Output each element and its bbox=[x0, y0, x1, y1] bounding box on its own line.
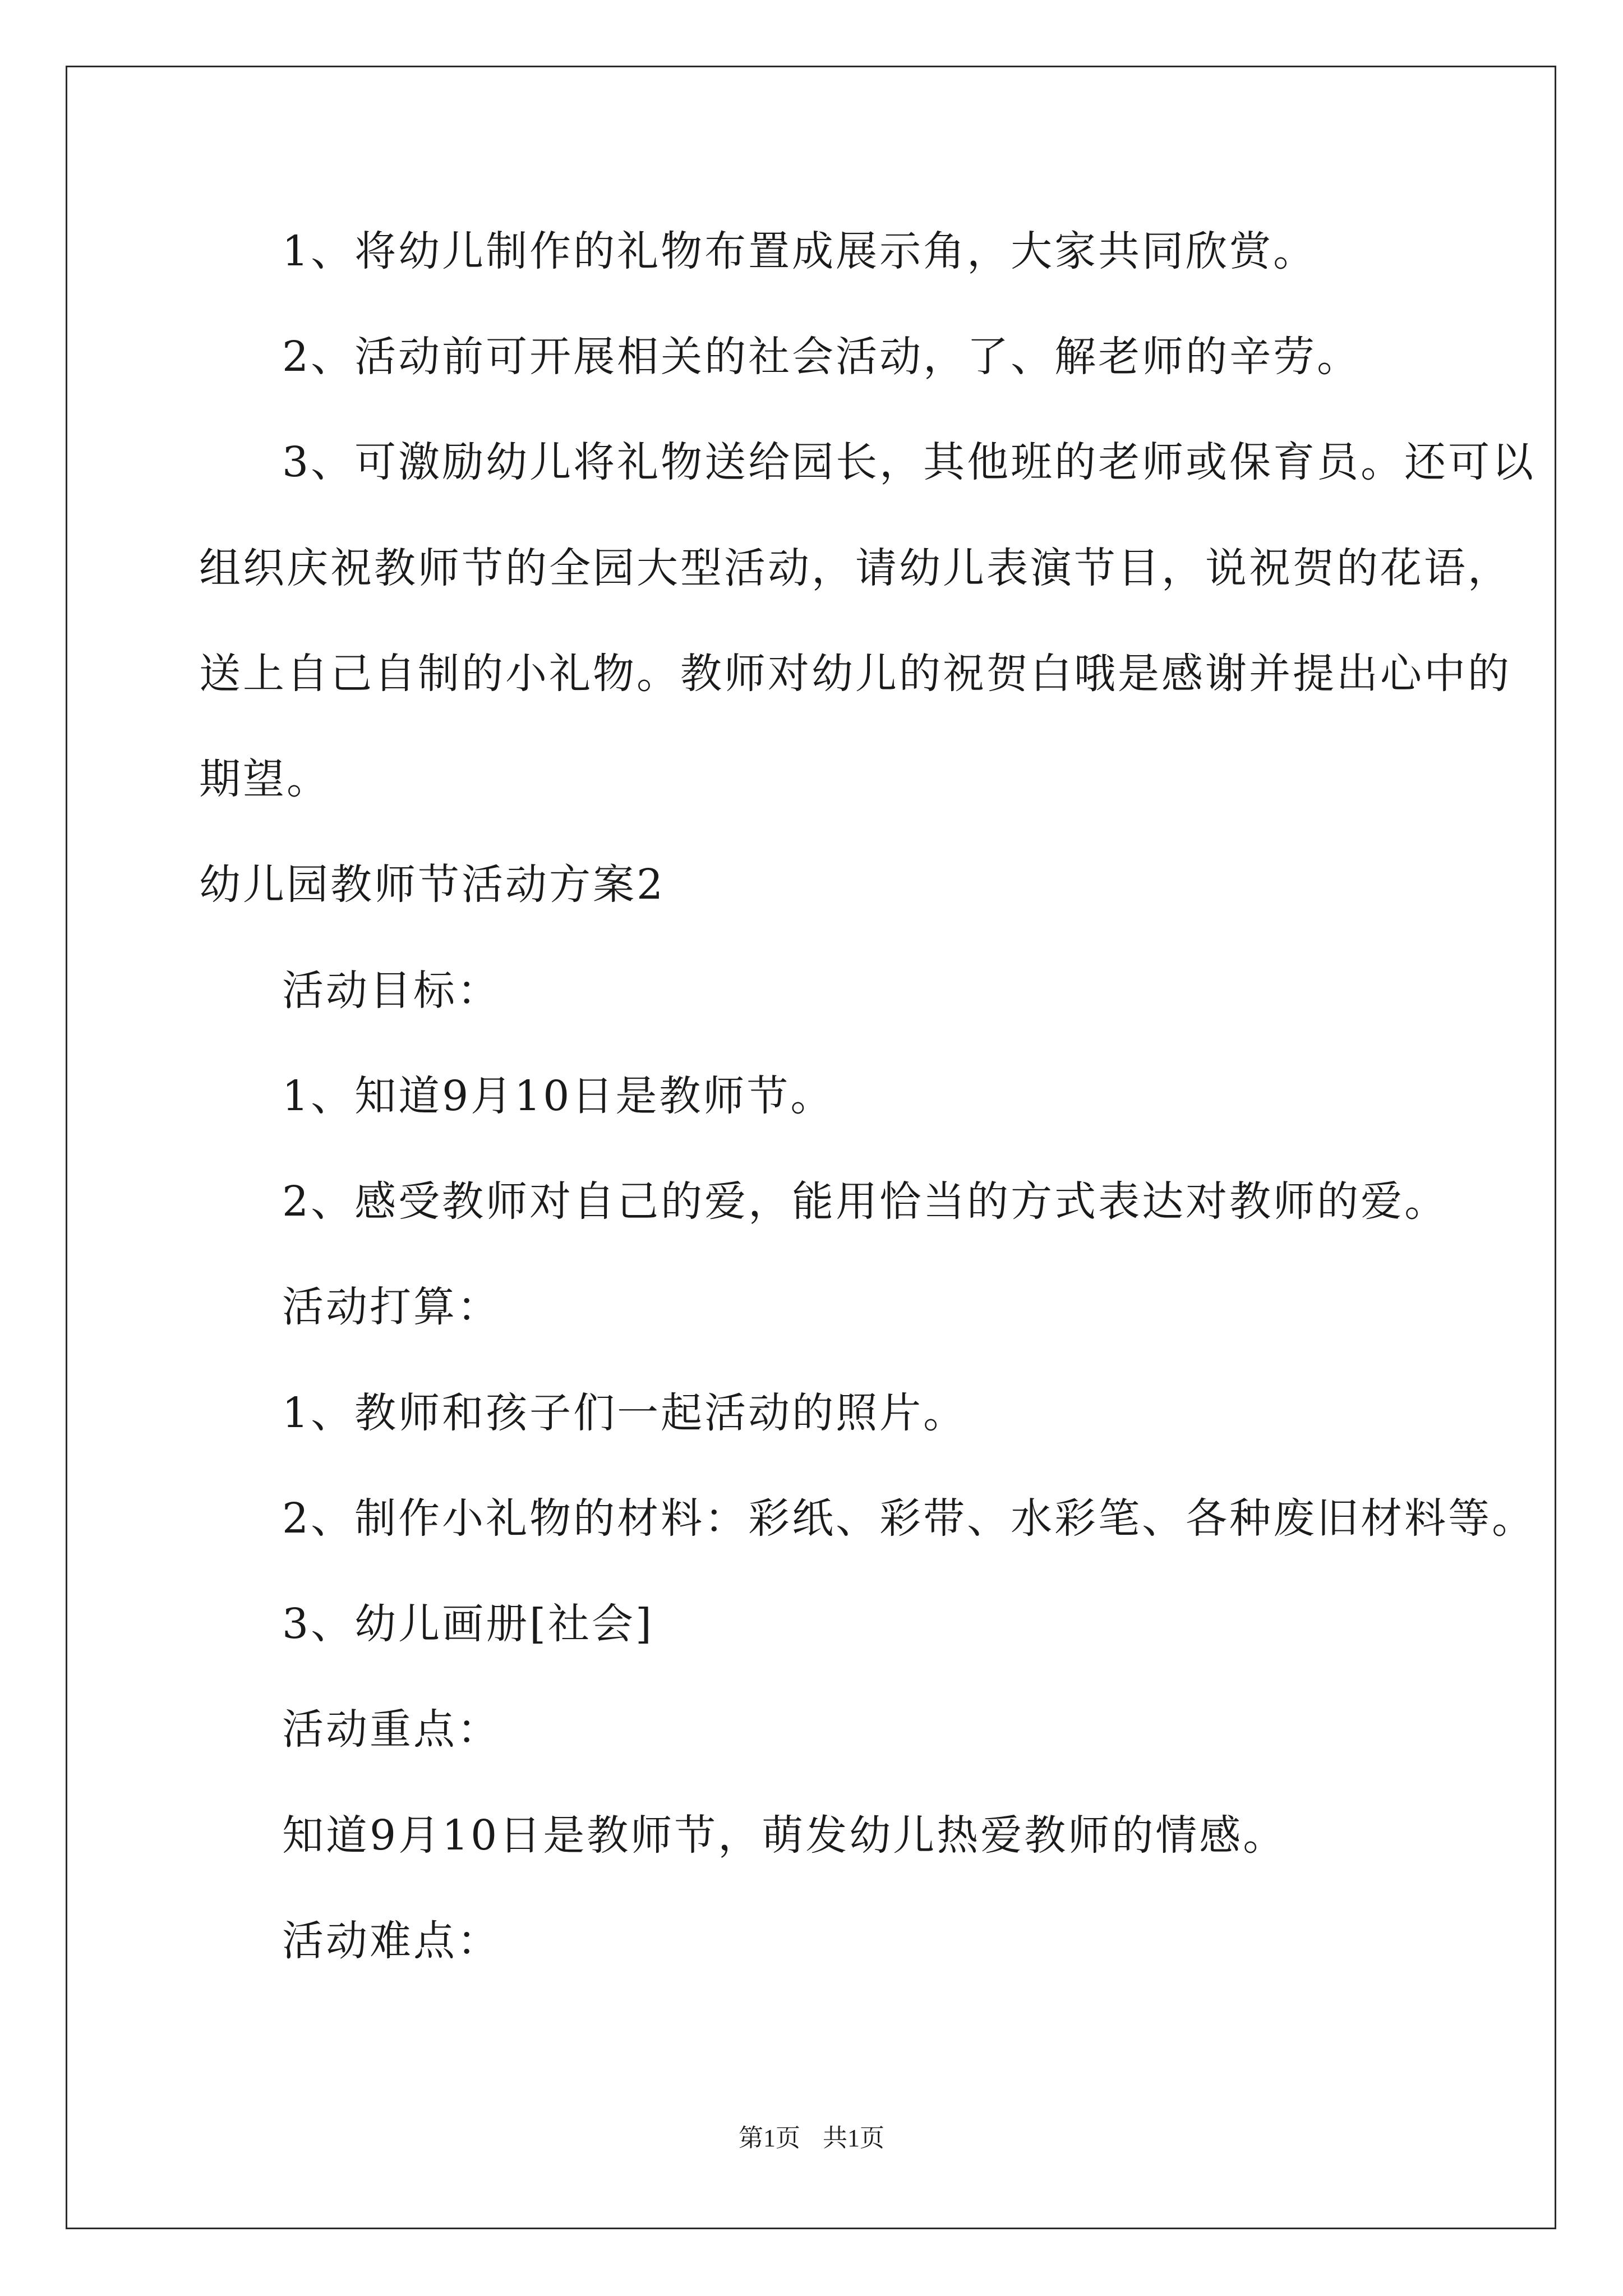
paragraph: 2、活动前可开展相关的社会活动，了、解老师的辛劳。 bbox=[282, 333, 1361, 381]
paragraph: 3、幼儿画册[社会] bbox=[282, 1600, 654, 1648]
paragraph: 1、知道9月10日是教师节。 bbox=[282, 1072, 834, 1120]
paragraph: 期望。 bbox=[199, 755, 330, 803]
page-frame bbox=[66, 66, 1556, 2229]
paragraph: 送上自己自制的小礼物。教师对幼儿的祝贺白哦是感谢并提出心中的 bbox=[199, 650, 1511, 698]
paragraph: 组织庆祝教师节的全园大型活动，请幼儿表演节目，说祝贺的花语， bbox=[199, 544, 1511, 592]
paragraph: 知道9月10日是教师节，萌发幼儿热爱教师的情感。 bbox=[282, 1811, 1287, 1860]
paragraph: 1、教师和孩子们一起活动的照片。 bbox=[282, 1389, 967, 1437]
section-heading: 幼儿园教师节活动方案2 bbox=[199, 861, 666, 909]
paragraph: 活动打算： bbox=[282, 1283, 501, 1331]
paragraph: 活动目标： bbox=[282, 967, 501, 1015]
page-total: 共1页 bbox=[823, 2124, 884, 2152]
page-footer bbox=[0, 2122, 1623, 2155]
paragraph: 2、制作小礼物的材料：彩纸、彩带、水彩笔、各种废旧材料等。 bbox=[282, 1494, 1536, 1543]
page-number: 第1页 bbox=[739, 2124, 800, 2152]
paragraph: 3、可激励幼儿将礼物送给园长，其他班的老师或保育员。还可以 bbox=[282, 438, 1536, 486]
paragraph: 活动难点： bbox=[282, 1917, 501, 1965]
paragraph: 1、将幼儿制作的礼物布置成展示角，大家共同欣赏。 bbox=[282, 227, 1317, 275]
paragraph: 2、感受教师对自己的爱，能用恰当的方式表达对教师的爱。 bbox=[282, 1177, 1449, 1226]
paragraph: 活动重点： bbox=[282, 1705, 501, 1754]
